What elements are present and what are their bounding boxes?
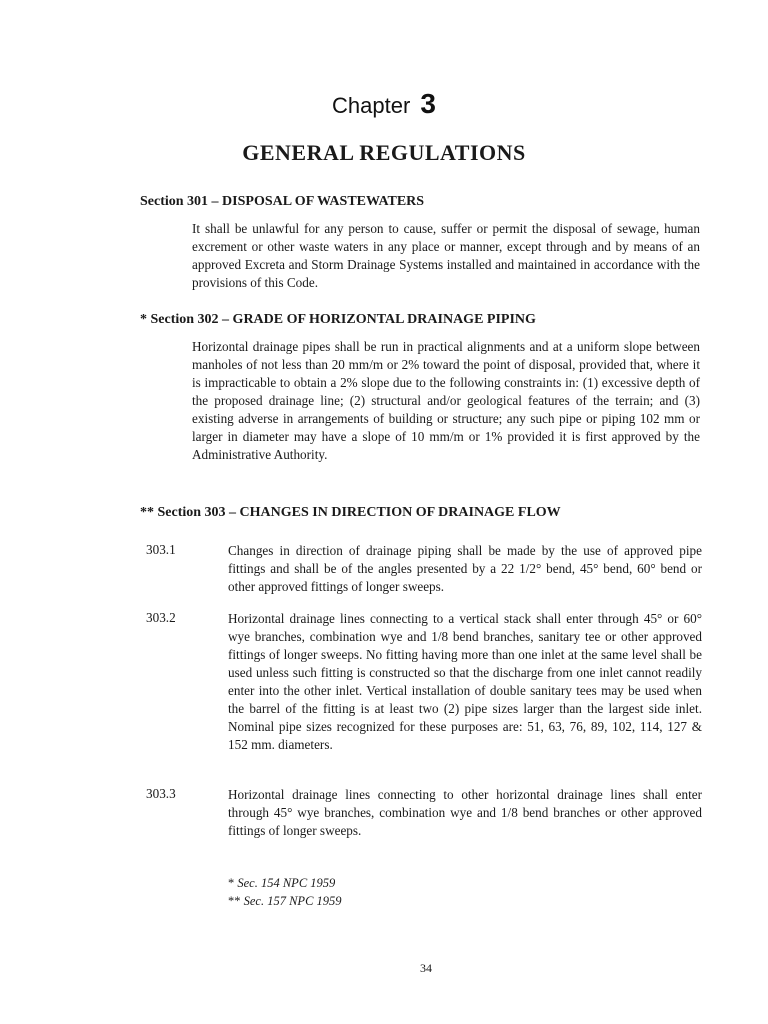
chapter-number: 3 [420, 88, 436, 119]
section-301-title: Section 301 – DISPOSAL OF WASTEWATERS [140, 194, 425, 209]
footnotes [228, 874, 342, 910]
chapter-label: Chapter [332, 93, 411, 118]
footnote-text: Sec. 154 NPC 1959 [237, 876, 336, 890]
footnote-marker: ** [228, 894, 241, 908]
section-303-heading [140, 505, 561, 521]
subsection-number: 303.3 [146, 786, 176, 801]
section-302-heading [140, 312, 536, 328]
footnote [228, 892, 342, 910]
page-number: 34 [420, 961, 432, 975]
chapter-heading [0, 88, 768, 120]
footnote-text: Sec. 157 NPC 1959 [243, 894, 342, 908]
section-303-marker: ** [140, 505, 154, 520]
section-302-marker: * [140, 312, 147, 327]
section-301-heading [140, 194, 424, 210]
subsection-text: Changes in direction of drainage piping shall be made by the use of approved pipe fittings and shall be of the angles presented by a 22 1/2° bend, 45° bend, 60° bend or other approved fittings of longer sweeps. [228, 543, 702, 594]
page-title: GENERAL REGULATIONS [242, 140, 526, 165]
subsection-text: Horizontal drainage lines connecting to a vertical stack shall enter through 45° or 60° wye branches, combination wye and 1/8 bend branches, sanitary tee or other approved fittings of longer sweeps. No fitting having more than one inlet at the same level shall be used unless such fitting is constructed so that the discharge from one inlet cannot readily enter into the other inlet. Vertical installation of double sanitary tees may be used when the barrel of the fitting is at least two (2) pipe sizes larger than the largest side inlet. Nominal pipe sizes recognized for these purposes are: 51, 63, 76, 89, 102, 114, 127 & 152 mm. diameters. [228, 611, 702, 752]
section-301-body: It shall be unlawful for any person to cause, suffer or permit the disposal of sewage, human excrement or other waste waters in any place or manner, except through and by means of an approved Excreta and Storm Drainage Systems installed and maintained in accordance with the provisions of this Code. [192, 221, 700, 290]
subsection-number: 303.1 [146, 542, 176, 557]
section-303-title: Section 303 – CHANGES IN DIRECTION OF DRAINAGE FLOW [157, 505, 561, 520]
subsection-text: Horizontal drainage lines connecting to other horizontal drainage lines shall enter through 45° wye branches, combination wye and 1/8 bend branches or other approved fittings of longer sweeps. [228, 787, 702, 838]
subsection-number: 303.2 [146, 610, 176, 625]
section-302-title: Section 302 – GRADE OF HORIZONTAL DRAINAGE PIPING [150, 312, 536, 327]
footnote-marker: * [228, 876, 235, 890]
footnote [228, 874, 342, 892]
section-302-body: Horizontal drainage pipes shall be run in practical alignments and at a uniform slope between manholes of not less than 20 mm/m or 2% toward the point of disposal, provided that, where it is impracticable to obtain a 2% slope due to the following constraints in: (1) excessive depth of the proposed drainage line; (2) structural and/or geological features of the terrain; and (3) existing adverse in arrangements of building or structure; any such pipe or piping 102 mm or larger in diameter may have a slope of 10 mm/m or 1% provided it is first approved by the Administrative Authority. [192, 339, 700, 462]
